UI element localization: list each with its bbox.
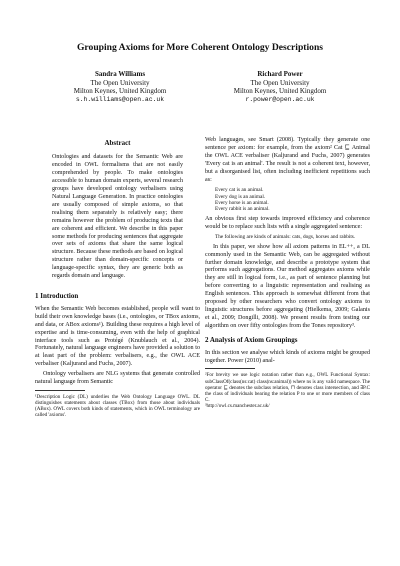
footnote-divider bbox=[205, 368, 255, 369]
section-heading-analysis: 2 Analysis of Axiom Groupings bbox=[205, 335, 298, 344]
author-block-1 bbox=[40, 70, 200, 104]
author-name: Richard Power bbox=[257, 70, 303, 78]
author-email: s.h.williams@open.ac.uk bbox=[75, 95, 165, 103]
body-paragraph: When the Semantic Web becomes established, people will want to build their own knowledge bases (i.e., ontologies, or TBox axioms, and data, or ABox axioms¹). Building these requires a high level of expertise and is time-consuming, even with the help of graphical interface tools such as Protégé (Knublauch et al., 2004). Fortunately, natural language engineers have provided a solution to at least part of the problem: verbalisers, e.g., the OWL ACE verbaliser (Kaljurand and Fuchs, 2007). bbox=[35, 305, 200, 368]
body-paragraph: In this section we analyse which kinds of axioms might be grouped together. Power (2010) anal- bbox=[205, 349, 370, 364]
section-heading-introduction: 1 Introduction bbox=[35, 292, 79, 300]
example-list bbox=[215, 187, 370, 212]
author-email: r.power@open.ac.uk bbox=[245, 95, 315, 103]
author-affiliation: The Open University bbox=[90, 78, 150, 87]
footnote-2: ²For brevity we use logic notation rather than e.g., OWL Functional Syntax: subClassOf(class(ns:cat) class(ns:animal)) where ns is any valid namespace. The operator ⊑ denotes the subclass relation, ⊓ denotes class intersection, and ∃P.C the class of individuals bearing the relation P to one or more members of class C. bbox=[205, 372, 370, 403]
paper-title: Grouping Axioms for More Coherent Ontology Descriptions bbox=[76, 42, 324, 53]
footnote-divider bbox=[35, 390, 85, 391]
example-sentence: The following are kinds of animals: cats, dogs, horses and rabbits. bbox=[215, 234, 356, 241]
body-paragraph: An obvious first step towards improved efficiency and coherence would be to replace such lists with a single aggregated sentence: bbox=[205, 215, 370, 230]
right-column bbox=[205, 137, 370, 409]
author-location: Milton Keynes, United Kingdom bbox=[233, 87, 327, 96]
example-line: Every cat is an animal. bbox=[215, 187, 264, 194]
left-column bbox=[35, 287, 200, 418]
body-paragraph: Ontology verbalisers are NLG systems that generate controlled natural language from Semantic bbox=[35, 371, 200, 386]
author-block-2 bbox=[200, 70, 360, 104]
abstract-heading: Abstract bbox=[104, 139, 131, 147]
author-name: Sandra Williams bbox=[94, 70, 146, 78]
body-paragraph: Web languages, see Smart (2008). Typically they generate one sentence per axiom: for example, from the axiom² Cat ⊑ Animal the OWL ACE verbaliser (Kaljurand and Fuchs, 2007) generates 'Every cat is an animal'. The result is not a coherent text, however, but a disorganised list, often including inefficient repetitions such as: bbox=[205, 137, 370, 183]
example-line: Every dog is an animal. bbox=[215, 193, 266, 200]
example-line: Every horse is an animal. bbox=[215, 200, 269, 207]
footnote-3: ³http://owl.cs.manchester.ac.uk/ bbox=[205, 402, 270, 409]
body-paragraph: In this paper, we show how all axiom patterns in EL++, a DL commonly used in the Semantic Web, can be aggregated without further domain knowledge, and describe a prototype system that performs such aggregations. Our method aggregates axioms while they are still in logical form, i.e., as part of sentence planning but before converting to a linguistic representation and realising as English sentences. This approach is somewhat different from that proposed by other researchers who convert ontology axioms to linguistic structures before aggregating (Hielkema, 2009; Galanis et al., 2009; Dongilli, 2008). We present results from testing our algorithm on over fifty ontologies from the Tones repository³. bbox=[205, 243, 370, 329]
author-location: Milton Keynes, United Kingdom bbox=[73, 87, 167, 96]
author-affiliation: The Open University bbox=[250, 78, 310, 87]
footnote-1: ¹Description Logic (DL) underlies the Web Ontology Language OWL. DL distinguishes statements about classes (TBox) from those about individuals (ABox). OWL covers both kinds of statements, which in OWL terminology are called 'axioms'. bbox=[35, 393, 200, 419]
example-line: Every rabbit is an animal. bbox=[215, 206, 270, 213]
abstract-text: Ontologies and datasets for the Semantic Web are encoded in OWL formalisms that are not easily comprehended by people. To make ontologies accessible to human domain experts, several research groups have developed ontology verbalisers using Natural Language Generation. In practice ontologies are usually composed of simple axioms, so that realising them separately is relatively easy; there remains however the problem of producing texts that are coherent and efficient. We describe in this paper some methods for producing sentences that aggregate over sets of axioms that share the same logical structure. Because these methods are based on logical structure rather than domain-specific concepts or language-specific syntax, they are generic both as regards domain and language. bbox=[52, 154, 183, 280]
